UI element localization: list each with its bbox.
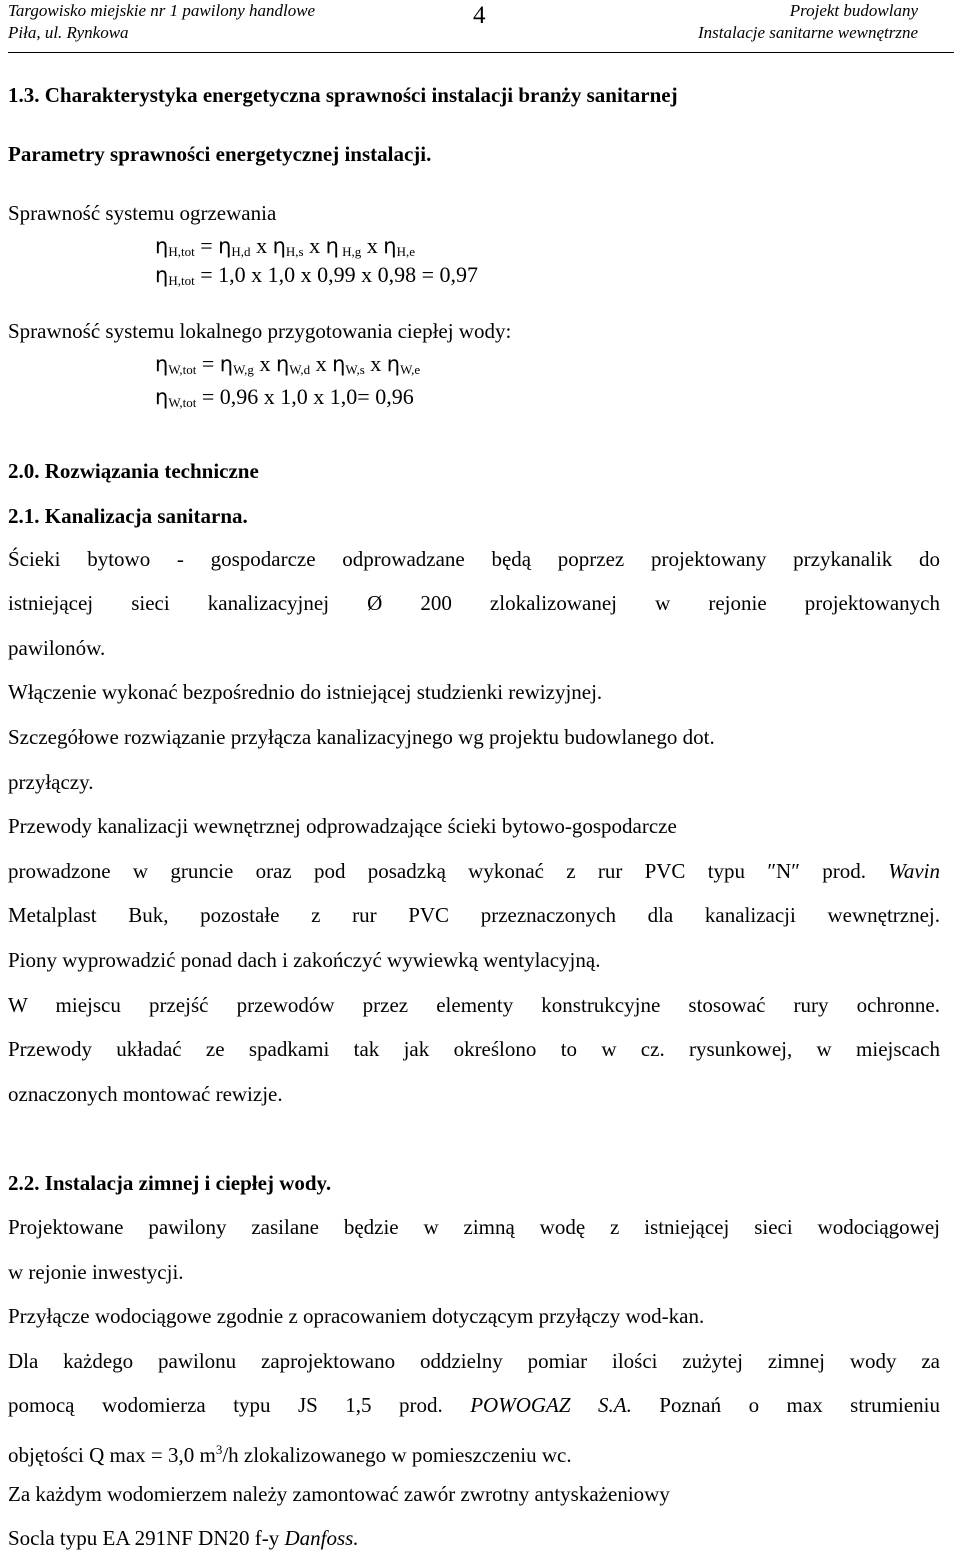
sewer-line-7: Przewody kanalizacji wewnętrznej odprowadzające ścieki bytowo-gospodarcze bbox=[8, 814, 677, 838]
heating-label: Sprawność systemu ogrzewania bbox=[8, 201, 277, 225]
sewer-line-3: pawilonów. bbox=[8, 636, 106, 660]
header-left bbox=[8, 0, 315, 44]
heating-calculation: $\eta_{H,tot} = 1,0$ x 1,0 x 0,99 x 0,98 = 0,97 bbox=[155, 262, 479, 288]
hot-water-formula: $\eta_{W,tot} = \eta_{W,g}$ x $\eta_{W,d}$ x $\eta_{W,s}$ x $\eta_{W,e}$ bbox=[155, 351, 421, 377]
header-location: Piła, ul. Rynkowa bbox=[8, 23, 129, 42]
water-line-1: Projektowane pawilony zasilane będzie w zimną wodę z istniejącej sieci wodociągowej bbox=[8, 1215, 940, 1239]
wavin-brand: Wavin bbox=[888, 859, 941, 883]
water-line-7: Za każdym wodomierzem należy zamontować zawór zwrotny antyskażeniowy bbox=[8, 1482, 670, 1506]
powogaz-brand: POWOGAZ S.A. bbox=[470, 1393, 632, 1417]
sewer-line-6: przyłączy. bbox=[8, 770, 94, 794]
sewer-line-11: W miejscu przejść przewodów przez elementy konstrukcyjne stosować rury ochronne. bbox=[8, 993, 940, 1017]
sewer-line-2: istniejącej sieci kanalizacyjnej Ø 200 zlokalizowanej w rejonie projektowanych bbox=[8, 591, 940, 615]
sewer-line-4: Włączenie wykonać bezpośrednio do istniejącej studzienki rewizyjnej. bbox=[8, 680, 603, 704]
page-number: 4 bbox=[473, 2, 486, 29]
header-project-title: Targowisko miejskie nr 1 pawilony handlowe bbox=[8, 1, 316, 20]
section-2-2-heading: 2.2. Instalacja zimnej i ciepłej wody. bbox=[8, 1171, 332, 1195]
sewer-line-8: prowadzone w gruncie oraz pod posadzką wykonać z rur PVC typu ″N″ prod. Wavin bbox=[8, 859, 941, 883]
sewer-line-12: Przewody układać ze spadkami tak jak określono to w cz. rysunkowej, w miejscach bbox=[8, 1037, 940, 1061]
water-line-6: objętości Q max = 3,0 $m^3/h$ zlokalizowanego w pomieszczeniu wc. bbox=[8, 1442, 572, 1467]
water-line-3: Przyłącze wodociągowe zgodnie z opracowaniem dotyczącym przyłączy wod-kan. bbox=[8, 1304, 705, 1328]
header-doc-type: Projekt budowlany bbox=[789, 1, 918, 20]
params-title: Parametry sprawności energetycznej instalacji. bbox=[8, 142, 432, 166]
section-1-3-heading: 1.3. Charakterystyka energetyczna sprawności instalacji branży sanitarnej bbox=[8, 83, 678, 107]
sewer-line-10: Piony wyprowadzić ponad dach i zakończyć wywiewką wentylacyjną. bbox=[8, 948, 601, 972]
sewer-line-5: Szczegółowe rozwiązanie przyłącza kanalizacyjnego wg projektu budowlanego dot. bbox=[8, 725, 715, 749]
heating-formula: $\eta_{H,tot} = \eta_{H,d}$ x $\eta_{H,s}$ x η $_{H,g}$ x $\eta_{H,e}$ bbox=[155, 233, 416, 259]
water-line-8: Socla typu EA 291NF DN20 f-y Danfoss. bbox=[8, 1526, 359, 1550]
water-line-4: Dla każdego pawilonu zaprojektowano oddzielny pomiar ilości zużytej zimnej wody za bbox=[8, 1349, 940, 1373]
section-2-0-heading: 2.0. Rozwiązania techniczne bbox=[8, 459, 259, 483]
sewer-line-9: Metalplast Buk, pozostałe z rur PVC przeznaczonych dla kanalizacji wewnętrznej. bbox=[8, 903, 940, 927]
water-line-2: w rejonie inwestycji. bbox=[8, 1260, 184, 1284]
sewer-line-13: oznaczonych montować rewizje. bbox=[8, 1082, 283, 1106]
header-discipline: Instalacje sanitarne wewnętrzne bbox=[697, 23, 918, 42]
hot-water-label: Sprawność systemu lokalnego przygotowania ciepłej wody: bbox=[8, 319, 512, 343]
water-line-5: pomocą wodomierza typu JS 1,5 prod. POWOGAZ S.A. Poznań o max strumieniu bbox=[8, 1393, 940, 1417]
hot-water-calculation: $\eta_{W,tot} = 0,96$ x 1,0 x 1,0= 0,96 bbox=[155, 384, 414, 410]
header-divider bbox=[8, 52, 954, 53]
danfoss-brand: Danfoss. bbox=[284, 1526, 359, 1550]
sewer-line-1: Ścieki bytowo - gospodarcze odprowadzane będą poprzez projektowany przykanalik do bbox=[8, 547, 940, 571]
section-2-1-heading: 2.1. Kanalizacja sanitarna. bbox=[8, 504, 248, 528]
header-right bbox=[698, 0, 918, 44]
